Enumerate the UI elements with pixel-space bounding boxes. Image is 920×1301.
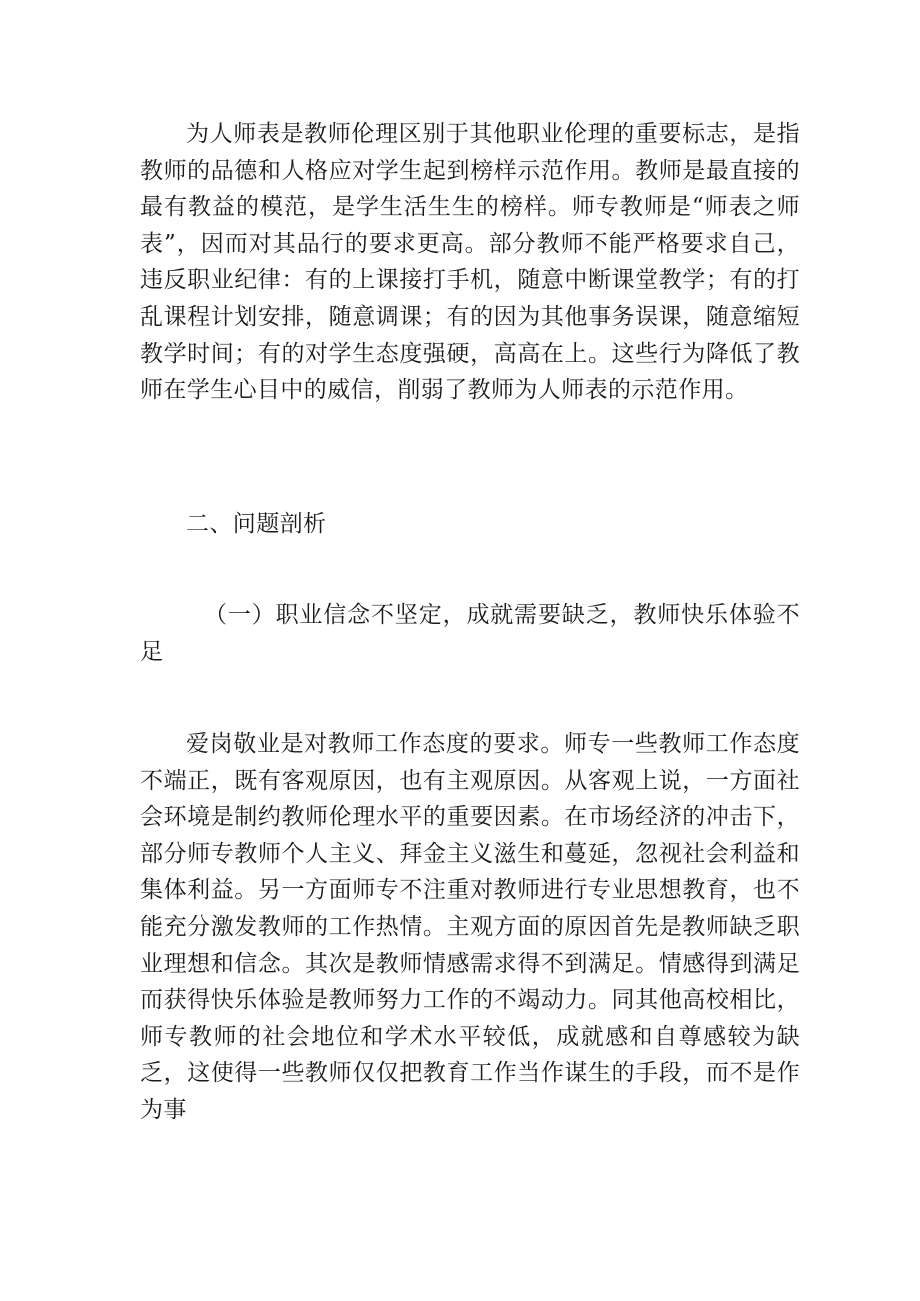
section-heading: 二、问题剖析: [186, 511, 327, 537]
body-paragraph: 爱岗敬业是对教师工作态度的要求。师专一些教师工作态度不端正，既有客观原因，也有主观原因。从客观上说，一方面社会环境是制约教师伦理水平的重要因素。在市场经济的冲击下，部分师专教师个人主义、拜金主义滋生和蔓延，忽视社会利益和集体利益。另一方面师专不注重对教师进行专业思想教育，也不能充分激发教师的工作热情。主观方面的原因首先是教师缺乏职业理想和信念。其次是教师情感需求得不到满足。情感得到满足而获得快乐体验是教师努力工作的不竭动力。同其他高校相比，师专教师的社会地位和学术水平较低，成就感和自尊感较为缺乏，这使得一些教师仅仅把教育工作当作谋生的手段，而不是作为事: [140, 731, 800, 1123]
body-paragraph: 为人师表是教师伦理区别于其他职业伦理的重要标志，是指教师的品德和人格应对学生起到榜样示范作用。教师是最直接的最有教益的模范，是学生活生生的榜样。师专教师是“师表之师表”，因而对其品行的要求更高。部分教师不能严格要求自己，违反职业纪律：有的上课接打手机，随意中断课堂教学；有的打乱课程计划安排，随意调课；有的因为其他事务误课，随意缩短教学时间；有的对学生态度强硬，高高在上。这些行为降低了教师在学生心目中的威信，削弱了教师为人师表的示范作用。: [140, 121, 800, 404]
subsection-heading: （一）职业信念不坚定，成就需要缺乏，教师快乐体验不足: [140, 602, 800, 665]
